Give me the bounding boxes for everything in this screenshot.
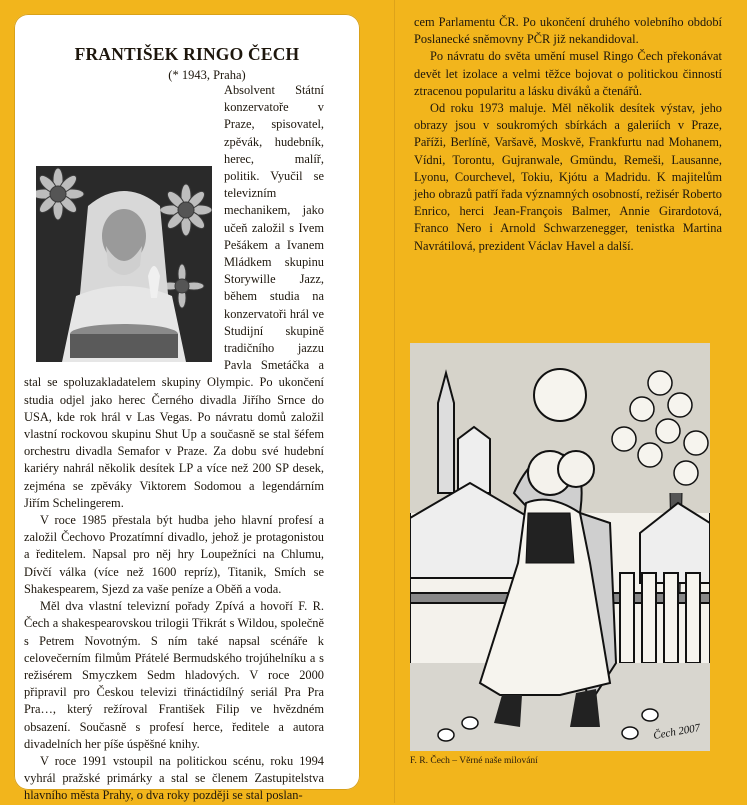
bio-paragraph-2: V roce 1985 přestala být hudba jeho hlavní profesí a založil Čechovo Prozatímní divadlo, jehož je protagonistou a ředitelem. Napsal pro něj hry Loupežníci na Chlumu, Dívčí válka (více než 1600 repríz), Titanik, Smích se Shakespearem, Sjezd za vaše peníze a Oběň a voda. [24,513,324,596]
right-paragraph-1: cem Parlamentu ČR. Po ukončení druhého volebního období Poslanecké sněmovny PČR již nekandidoval. [414,15,722,47]
right-paragraph-2: Po návratu do světa umění musel Ringo Čech překonávat devět let izolace a velmi těžce bojovat o politickou činností ztracenou popularitu a lásku diváků a čtenářů. [414,49,722,98]
svg-text:Čech 2007: Čech 2007 [652,721,702,742]
portrait-photo [36,166,212,362]
painting-caption: F. R. Čech – Věrné naše milování [410,756,538,766]
continuation-text [414,14,722,255]
bio-paragraph-3: Měl dva vlastní televizní pořady Zpívá a hovoří F. R. Čech a shakespearovskou trilogii Třikrát s Wildou, společně s Petrem Novotným. S ním také napsal scénáře k celovečerním filmům Přátelé Bermudského trojúhelníku a s režisérem Smyczkem Sedm hladových. V roce 2000 připravil pro Českou televizi třináctidílný seriál Pra Pra Pra…, který režíroval František Filip ve hvězdném obsazení. Současně s profesí herce, ředitele a autora divadelních her píše úspěšné knihy. [24,599,324,751]
bio-paragraph-1: Absolvent Státní konzervatoře v Praze, spisovatel, zpěvák, hudebník, herec, malíř, politik. Vyučil se televizním mechanikem, jako učeň založil s Ivem Pešákem a Ivanem Mládkem skupinu Storywille Jazz, během studia na konzervatoři hrál ve Studijní skupině tradičního jazzu Pavla Smetáčka a stal se spoluzakladatelem skupiny Olympic. Po ukončení studia odjel jako herec Černého divadla Jiřího Srnce do USA, kde rok hrál v Las Vegas. Po návratu domů založil vlastní rockovou skupinu Shut Up a současně se stal šéfem orchestru divadla Semafor v Praze. Za dobu své hudební kariéry nahrál několik desítek LP a více než 200 SP desek, zejména se zpěváky Viktorem Sodomou a legendárním Jiřím Schelingerem. [24,83,324,510]
painting-image [410,343,710,751]
page-title: FRANTIŠEK RINGO ČECH [74,44,300,64]
right-paragraph-3: Od roku 1973 maluje. Měl několik desítek výstav, jeho obrazy jsou v soukromých sbírkách a galeriích v Praze, Paříži, Berlíně, Varšavě, Moskvě, Frankfurtu nad Mohanem, Vídni, Torontu, Gujranwale, Gmündu, Remeši, Lausanne, Lyonu, Courchevel, Tokiu, Kjótu a Madridu. K majitelům jeho obrazů patří řada významných osobností, režisér Roberto Enrico, herci Jean-François Balmer, Annie Girardotová, Franco Nero i Arnold Schwarzenegger, tenistka Martina Navrátilová, prezident Václav Havel a další. [414,101,722,253]
bio-paragraph-4: V roce 1991 vstoupil na politickou scénu, roku 1994 vyhrál pražské primárky a stal se členem Zastupitelstva hlavního města Prahy, o dva roky později se stal poslan- [24,753,324,803]
birth-info: (* 1943, Praha) [168,68,246,82]
page-fold [394,0,395,803]
